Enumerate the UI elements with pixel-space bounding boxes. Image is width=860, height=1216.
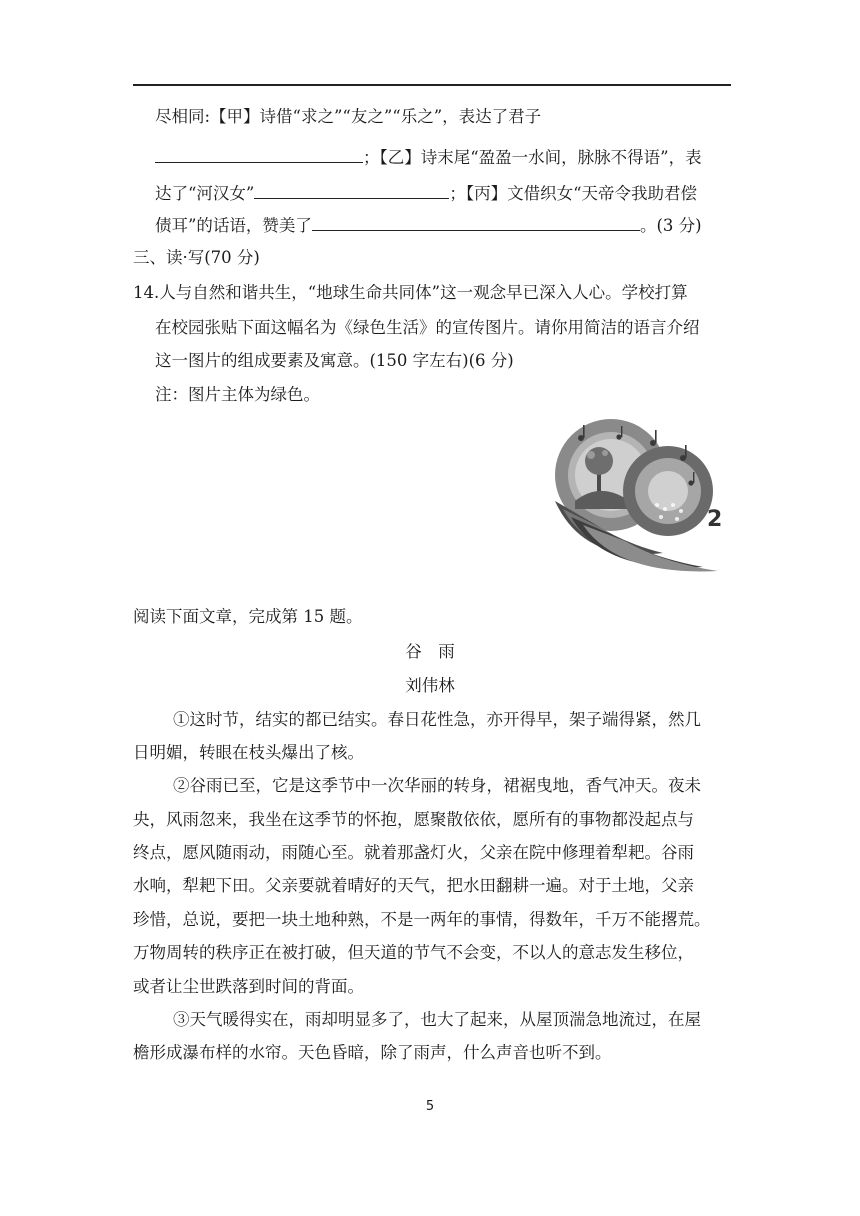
answer-blank[interactable] [312,214,640,231]
paragraph-line: 央，风雨忽来，我坐在这季节的怀抱，愿聚散依依，愿所有的事物都没起点与 [133,810,694,829]
paragraph-line: 水响，犁耙下田。父亲要就着晴好的天气，把水田翻耕一遍。对于土地，父亲 [133,876,694,895]
subscript-two: 2 [707,507,723,532]
page-number: 5 [425,1099,435,1114]
answer-blank[interactable] [254,182,449,199]
reading-intro: 阅读下面文章，完成第 15 题。 [133,607,363,626]
paragraph-line: 终点，愿风随雨动，雨随心至。就着那盏灯火，父亲在院中修理着犁耙。谷雨 [133,843,694,862]
q14-line-2: 在校园张贴下面这幅名为《绿色生活》的宣传图片。请你用简洁的语言介绍 [155,318,700,337]
q13-text: ；【乙】诗末尾“盈盈一水间，脉脉不得语”，表 [363,148,702,167]
paragraph-line: 或者让尘世跌落到时间的背面。 [133,977,364,996]
paragraph-line: 日明媚，转眼在枝头爆出了核。 [133,743,364,762]
section-title: 三、读·写(70 分) [133,248,260,267]
q13-line-2 [155,146,702,168]
q13-text: 达了“河汉女” [155,184,255,203]
paragraph-line: 檐形成瀑布样的水帘。天色昏暗，除了雨声，什么声音也听不到。 [133,1043,612,1062]
q14-note: 注：图片主体为绿色。 [155,385,320,404]
q13-text: 尽相同:【甲】诗借“求之”“友之”“乐之”，表达了君子 [155,107,542,126]
paragraph-line: 珍惜，总说，要把一块土地种熟，不是一两年的事情，得数年，千万不能撂荒。 [133,910,711,929]
q14-line-3: 这一图片的组成要素及寓意。(150 字左右)(6 分) [155,351,514,370]
paragraph-line: ②谷雨已至，它是这季节中一次华丽的转身，裙裾曳地，香气冲天。夜未 [173,776,701,795]
header-rule [133,84,731,86]
q13-text: 债耳”的话语，赞美了 [155,216,312,235]
q13-line-3 [155,182,697,204]
q13-text: ；【丙】文借织女“天帝令我助君偿 [449,184,698,203]
paragraph-line: 万物周转的秩序正在被打破，但天道的节气不会变，不以人的意志发生移位， [133,943,694,962]
q13-line-1 [155,107,541,127]
green-life-poster-image [553,413,731,576]
article-author: 刘伟林 [405,676,455,695]
answer-blank[interactable] [155,146,363,163]
article-title: 谷 雨 [405,642,455,661]
paragraph-line: ③天气暖得实在，雨却明显多了，也大了起来，从屋顶湍急地流过，在屋 [173,1010,701,1029]
paragraph-line: ①这时节，结实的都已结实。春日花性急，亦开得早，架子端得紧，然几 [173,710,701,729]
q14-line-1: 14.人与自然和谐共生，“地球生命共同体”这一观念早已深入人心。学校打算 [133,283,688,302]
q13-line-4 [155,214,702,236]
q13-text: 。(3 分) [639,216,702,235]
